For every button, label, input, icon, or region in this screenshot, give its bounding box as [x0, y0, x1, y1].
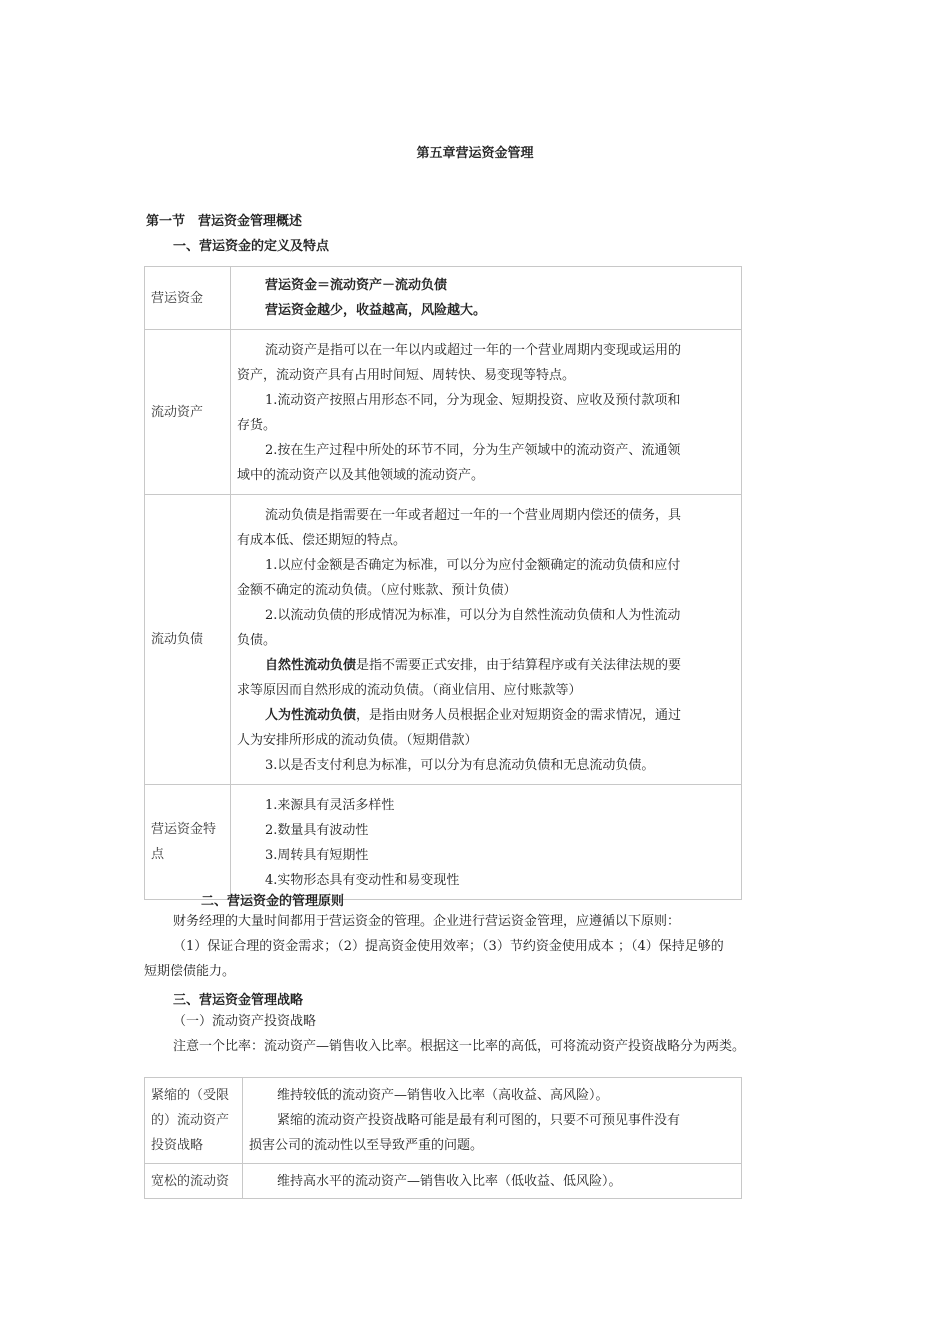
text-line: 3.以是否支付利息为标准，可以分为有息流动负债和无息流动负债。	[265, 758, 655, 773]
table-row	[145, 1164, 742, 1199]
text-line: 3.周转具有短期性	[265, 848, 369, 863]
row-label: 流动资产	[145, 330, 231, 495]
row-content	[231, 267, 742, 330]
paragraph: 财务经理的大量时间都用于营运资金的管理。企业进行营运资金管理，应遵循以下原则：	[173, 914, 681, 929]
page-title: 第五章营运资金管理	[416, 146, 534, 161]
paragraph: （一）流动资产投资战略	[173, 1014, 317, 1029]
paragraph: 短期偿债能力。	[144, 964, 236, 979]
text-line: 损害公司的流动性以至导致严重的问题。	[249, 1138, 484, 1153]
row-label	[145, 785, 231, 900]
row-content	[231, 495, 742, 785]
row-label: 宽松的流动资	[145, 1164, 243, 1199]
text-line: 紧缩的流动资产投资战略可能是最有利可图的，只要不可预见事件没有	[277, 1113, 681, 1128]
text-line: 2.数量具有波动性	[265, 823, 369, 838]
row-content	[243, 1164, 742, 1199]
table-row	[145, 785, 742, 900]
label-line: 紧缩的（受限	[151, 1088, 230, 1103]
row-label	[145, 1078, 243, 1164]
text-line: 4.实物形态具有变动性和易变现性	[265, 873, 460, 888]
text-line	[237, 703, 735, 728]
strategy-table	[144, 1077, 742, 1199]
text-line: 流动资产是指可以在一年以内或超过一年的一个营业周期内变现或运用的	[265, 343, 682, 358]
text-line: 存货。	[237, 418, 277, 433]
row-content	[231, 330, 742, 495]
text-line: 维持较低的流动资产—销售收入比率（高收益、高风险）。	[277, 1088, 609, 1103]
row-content	[243, 1078, 742, 1164]
text-line: 域中的流动资产以及其他领域的流动资产。	[237, 468, 485, 483]
paragraph: 注意一个比率：流动资产—销售收入比率。根据这一比率的高低，可将流动资产投资战略分为两类。	[173, 1039, 746, 1054]
text-line: 1.流动资产按照占用形态不同，分为现金、短期投资、应收及预付款项和	[265, 393, 681, 408]
table-row	[145, 1078, 742, 1164]
text-line: 资产，流动资产具有占用时间短、周转快、易变现等特点。	[237, 368, 576, 383]
text-line: 营运资金越少，收益越高，风险越大。	[265, 303, 487, 318]
text-line: 1.来源具有灵活多样性	[265, 798, 395, 813]
label-line: 投资战略	[151, 1138, 204, 1153]
text-line: 金额不确定的流动负债。（应付账款、预计负债）	[237, 583, 517, 598]
subsection-heading: 一、营运资金的定义及特点	[173, 239, 330, 254]
text-line: 1.以应付金额是否确定为标准，可以分为应付金额确定的流动负债和应付	[265, 558, 681, 573]
bold-term: 人为性流动负债	[265, 708, 357, 723]
text-line: 维持高水平的流动资产—销售收入比率（低收益、低风险）。	[277, 1173, 622, 1189]
text-line: 有成本低、偿还期短的特点。	[237, 533, 407, 548]
label-line: 点	[151, 847, 165, 862]
table-row	[145, 495, 742, 785]
paragraph: （1）保证合理的资金需求；（2）提高资金使用效率；（3）节约资金使用成本 ；（4）保持足够的	[173, 939, 724, 954]
row-label: 营运资金	[145, 267, 231, 330]
bold-term: 自然性流动负债	[265, 658, 357, 673]
text-line: 负债。	[237, 633, 277, 648]
definition-table	[144, 266, 742, 900]
row-label: 流动负债	[145, 495, 231, 785]
text-line: 流动负债是指需要在一年或者超过一年的一个营业周期内偿还的债务，具	[265, 508, 682, 523]
text-line: 2.按在生产过程中所处的环节不同，分为生产领域中的流动资产、流通领	[265, 443, 681, 458]
text-line: 求等原因而自然形成的流动负债。（商业信用、应付账款等）	[237, 683, 582, 698]
text-line: 营运资金＝流动资产－流动负债	[265, 278, 448, 293]
section-heading: 第一节 营运资金管理概述	[146, 214, 303, 229]
text-line: 人为安排所形成的流动负债。（短期借款）	[237, 733, 478, 748]
subsection-heading: 三、营运资金管理战略	[173, 993, 304, 1008]
label-line: 营运资金特	[151, 822, 217, 837]
table-row	[145, 267, 742, 330]
text-line	[237, 653, 735, 678]
text-span: ，是指由财务人员根据企业对短期资金的需求情况，通过	[356, 708, 682, 723]
text-line: 2.以流动负债的形成情况为标准，可以分为自然性流动负债和人为性流动	[265, 608, 681, 623]
label-line: 的）流动资产	[151, 1113, 230, 1128]
subsection-heading: 二、营运资金的管理原则	[201, 894, 345, 909]
text-span: 是指不需要正式安排，由于结算程序或有关法律法规的要	[356, 658, 682, 673]
row-content	[231, 785, 742, 900]
table-row	[145, 330, 742, 495]
